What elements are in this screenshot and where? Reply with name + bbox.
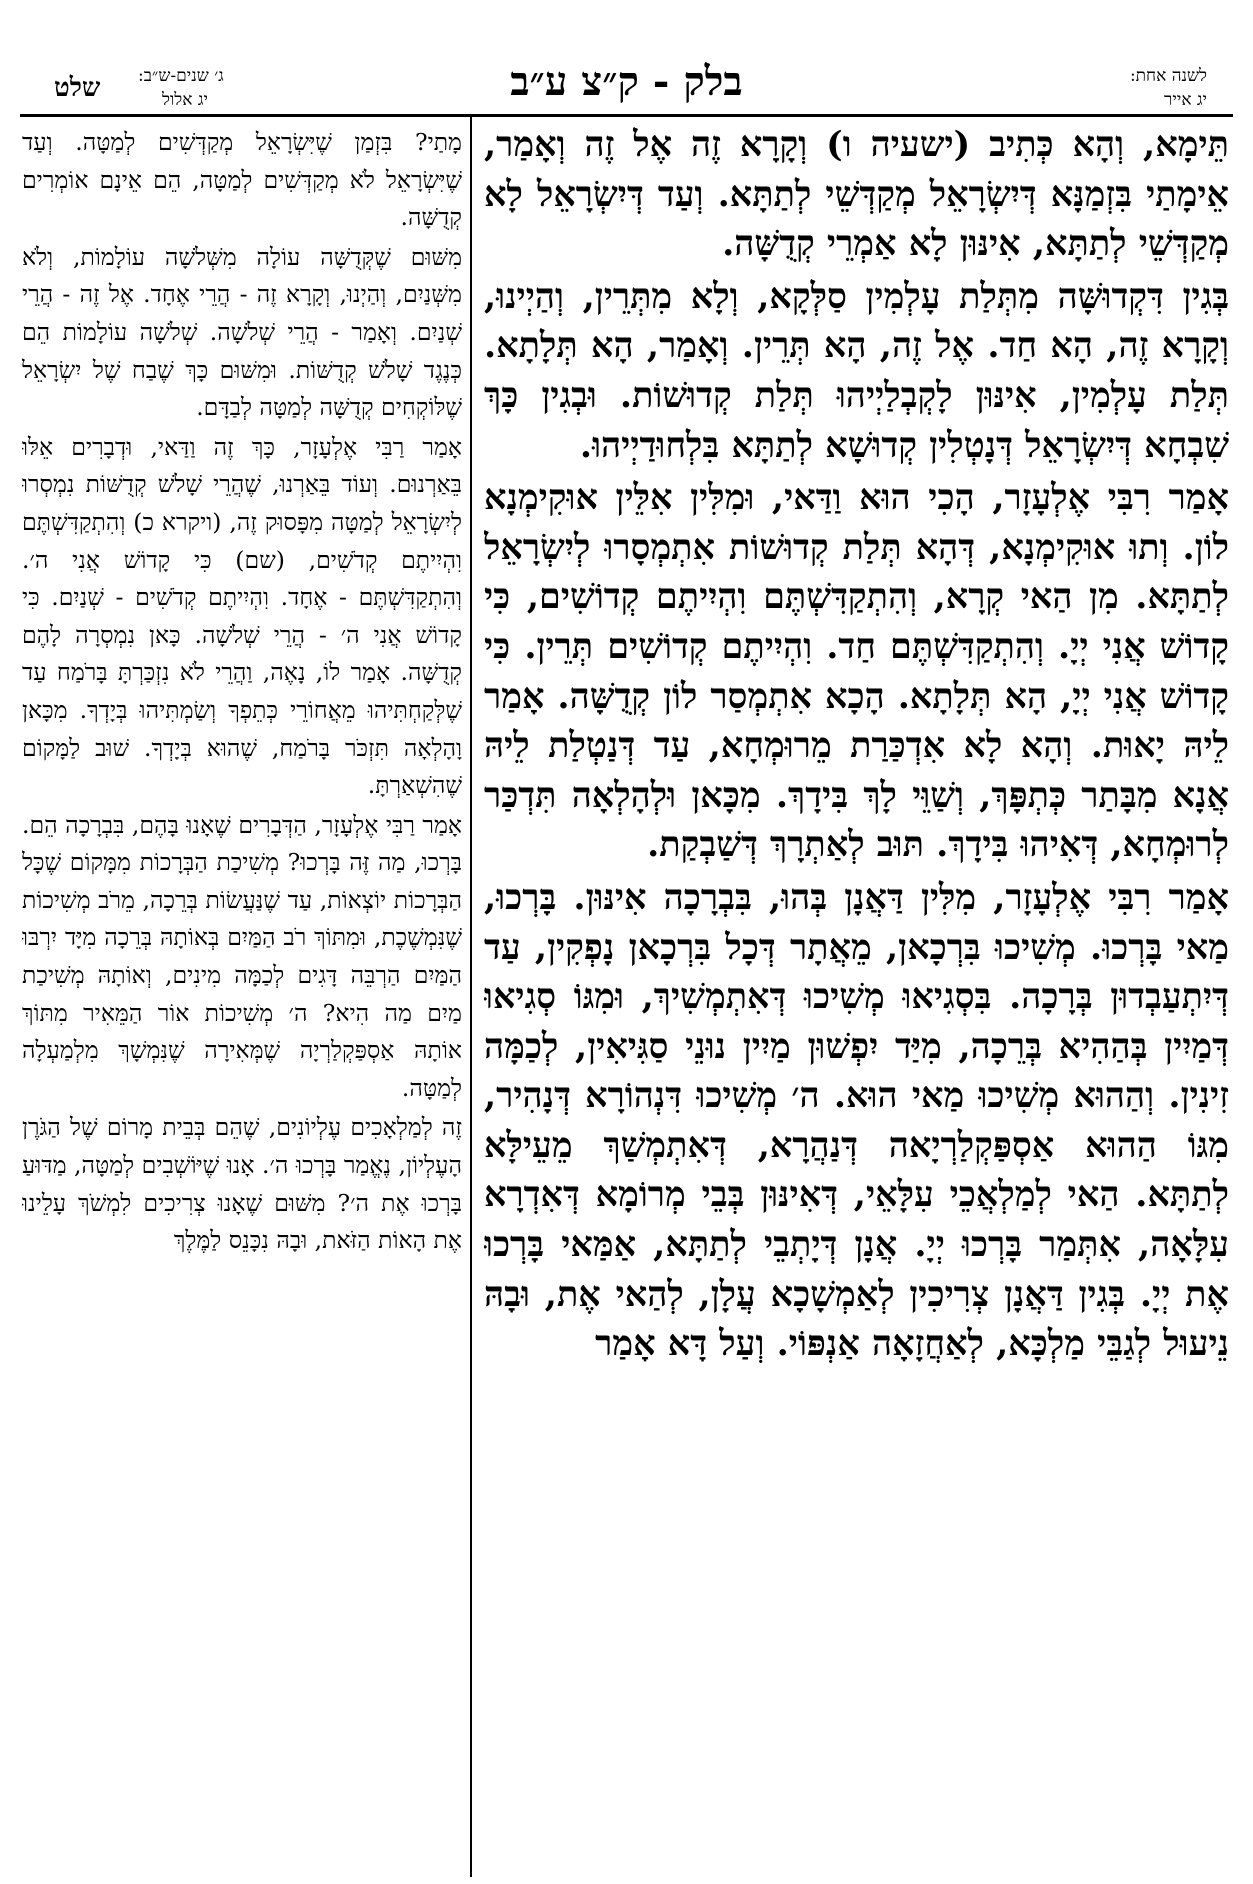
commentary-paragraph: זֶה לְמַלְאָכִים עֶלְיוֹנִים, שֶׁהֵם בְּבֵית מָרוֹם שֶׁל הַגֹּרֶן הָעֶלְיוֹן, נֶאֱמַר בָּרְכוּ ה׳. אָנוּ שֶׁיּוֹשְׁבִים לְמַטָּה, מַדּוּעַ בָּרְכוּ אֶת ה׳? מִשּׁוּם שֶׁאָנוּ צְרִיכִים לִמְשֹׁךְ עָלֵינוּ אֶת הָאוֹת הַזֹּאת, וּבָהּ נִכָּנֵס לַמֶּלֶךְ — [22, 1113, 462, 1255]
one-year-cycle-label: לשנה אחת: — [1129, 66, 1207, 86]
page-header — [20, 52, 1233, 120]
commentary-paragraph: מִשּׁוּם שֶׁקְּדֻשָּׁה עוֹלָה מִשְּׁלֹשָׁה עוֹלָמוֹת, וְלֹא מִשְּׁנַיִם, וְהַיְנוּ, וְקָרָא זֶה - הֲרֵי אֶחָד. אֶל זֶה - הֲרֵי שְׁנַיִם. וְאָמַר - הֲרֵי שְׁלֹשָׁה. שְׁלֹשָׁה עוֹלָמוֹת הֵם כְּנֶגֶד שָׁלֹשׁ קְדֻשּׁוֹת. וּמִשּׁוּם כָּךְ שֶׁבַח שֶׁל יִשְׂרָאֵל שֶׁלּוֹקְחִים קְדֻשָּׁה לְמַטָּה לְבַדָּם. — [22, 242, 462, 422]
commentary-paragraph: מָתַי? בִּזְמַן שֶׁיִּשְׂרָאֵל מְקַדְּשִׁים לְמַטָּה. וְעַד שֶׁיִּשְׂרָאֵל לֹא מְקַדְּשִׁים לְמַטָּה, הֵם אֵינָם אוֹמְרִים קְדֻשָּׁה. — [22, 128, 462, 232]
main-paragraph: תֵּימָא, וְהָא כְּתִיב (ישעיה ו) וְקָרָא זֶה אֶל זֶה וְאָמַר, אֵימָתַי בִּזְמַנָּא דְּיִשְׂרָאֵל מְקַדְּשֵׁי לְתַתָּא. וְעַד דְּיִשְׂרָאֵל לָא מְקַדְּשֵׁי לְתַתָּא, אִינּוּן לָא אַמְרֵי קְדֻשָּׁה. — [484, 124, 1229, 265]
header-divider — [20, 114, 1233, 117]
commentary-column — [22, 124, 462, 1880]
main-paragraph: בְּגִין דִּקְדוּשָּׁה מִתְּלַת עָלְמִין סַלְּקָא, וְלָא מִתְּרֵין, וְהַיְינוּ, וְקָרָא זֶה, הָא חַד. אֶל זֶה, הָא תְּרֵין. וְאָמַר, הָא תְּלָתָא. תְּלַת עָלְמִין, אִינּוּן לָקְבְלַיְיהוּ תְּלַת קְדוּשׁוֹת. וּבְגִין כָּךְ שִׁבְחָא דְּיִשְׂרָאֵל דְּנָטְלִין קְדוּשָׁא לְתַתָּא בִּלְחוּדַיְיהוּ. — [484, 275, 1229, 466]
main-paragraph: אָמַר רִבִּי אֶלְעָזָר, מִלִּין דַּאֲנָן בְּהוּ, בִּבְרָכָה אִינּוּן. בָּרְכוּ, מַאי בָּרְכוּ. מְשִׁיכוּ בִּרְכָאן, מֵאֲתָר דְּכָל בִּרְכָאן נָפְקִין, עַד דְּיִתְעַבְדוּן בְּרָכָה. בִּסְגִיאוּ מְשִׁיכוּ דְּאִתְמְשִׁיךְ, וּמִגּוֹ סְגִיאוּ דְּמַיִין בְּהַהִיא בְּרֵכָה, מִיַּד יִפְשׁוּן מַיִין נוּנֵי סַגִּיאִין, לְכַמָּה זִינִין. וְהַהוּא מְשִׁיכוּ מַאי הוּא. ה׳ מְשִׁיכוּ דִּנְהוֹרָא דְּנָהִיר, מִגּוֹ הַהוּא אַסְפַּקְלַרְיָאה דְּנַהֲרָא, דְּאִתְמְשַׁךְ מֵעֵילָּא לְתַתָּא. הַאי לְמַלְאֲכֵי עִלָּאֵי, דְּאִינּוּן בְּבֵי מְרוֹמָא דְּאִדְרָא עִלָּאָה, אִתְּמַר בָּרְכוּ יְיָ. אֲנָן דְּיָתְבֵי לְתַתָּא, אַמַּאי בָּרְכוּ אֶת יְיָ. בְּגִין דַּאֲנָן צְרִיכִין לְאַמְשָׁכָא עֲלָן, לְהַאי אֶת, וּבָהּ נֵיעוּל לְגַבֵּי מַלְכָּא, לְאַחֲזָאָה אַנְפּוֹי. וְעַל דָּא אָמַר — [484, 876, 1229, 1365]
commentary-paragraph: אָמַר רַבִּי אֶלְעָזָר, כָּךְ זֶה וַדַּאי, וּדְבָרִים אֵלּוּ בֵּאַרְנוּם. וְעוֹד בֵּאַרְנוּ, שֶׁהֲרֵי שָׁלֹשׁ קְדֻשּׁוֹת נִמְסְרוּ לְיִשְׂרָאֵל לְמַטָּה מִפָּסוּק זֶה, (ויקרא כ) וְהִתְקַדִּשְׁתֶּם וִהְיִיתֶם קְדֹשִׁים, (שם) כִּי קָדוֹשׁ אֲנִי ה׳. וְהִתְקַדִּשְׁתֶּם - אֶחָד. וִהְיִיתֶם קְדֹשִׁים - שְׁנַיִם. כִּי קָדוֹשׁ אֲנִי ה׳ - הֲרֵי שְׁלֹשָׁה. כָּאן נִמְסְרָה לָהֶם קְדֻשָּׁה. אָמַר לוֹ, נָאֶה, וַהֲרֵי לֹא נִזְכַּרְתָּ בָּרֹמַח עַד שֶׁלְּקַחְתִּיהוּ מֵאֲחוֹרֵי כְּתֵפְךָ וְשַׂמְתִּיהוּ בְּיָדְךָ. מִכָּאן וָהָלְאָה תִּזְכֹּר בָּרֹמַח, שֶׁהוּא בְּיָדְךָ. שׁוּב לַמָּקוֹם שֶׁהִשְׁאַרְתָּ. — [22, 432, 462, 800]
commentary-paragraph: אָמַר רַבִּי אֶלְעָזָר, הַדְּבָרִים שֶׁאָנוּ בָּהֶם, בִּבְרָכָה הֵם. בָּרְכוּ, מַה זֶּה בָּרְכוּ? מְשִׁיכַת הַבְּרָכוֹת מִמָּקוֹם שֶׁכָּל הַבְּרָכוֹת יוֹצְאוֹת, עַד שֶׁנַּעֲשׂוֹת בְּרֵכָה, מֵרֹב מְשִׁיכוֹת שֶׁנִּמְשֶׁכֶת, וּמִתּוֹךְ רֹב הַמַּיִם בְּאוֹתָהּ בְּרֵכָה מִיָּד יִרְבּוּ הַמַּיִם הַרְבֵּה דָּגִים לְכַמָּה מִינִים, וְאוֹתָהּ מְשִׁיכַת מַיִם מַה הִיא? ה׳ מְשִׁיכוֹת אוֹר הַמֵּאִיר מִתּוֹךְ אוֹתָהּ אַסְפַּקְלַרְיָה שֶׁמְּאִירָה שֶׁנִּמְשָׁךְ מִלְמַעְלָה לְמַטָּה. — [22, 810, 462, 1102]
three-year-cycle-label: ג׳ שנים-ש״ב: — [138, 66, 224, 86]
page-title: בלק - ק״צ ע״ב — [510, 58, 743, 105]
page-number: שלט — [54, 73, 101, 103]
column-divider — [470, 117, 472, 1877]
three-year-cycle-date: יג אלול — [162, 90, 208, 110]
main-text-column — [484, 120, 1229, 1880]
main-paragraph: אָמַר רִבִּי אֶלְעָזָר, הָכִי הוּא וַדַּאי, וּמִלִּין אִלֵּין אוּקִימְנָא לוֹן. וְתוּ אוּקִימְנָא, דְּהָא תְּלַת קְדוּשׁוֹת אִתְמְסָרוּ לְיִשְׂרָאֵל לְתַתָּא. מִן הַאי קְרָא, וְהִתְקַדִּשְׁתֶּם וִהְיִיתֶם קְדוֹשִׁים, כִּי קָדוֹשׁ אֲנִי יְיָ. וְהִתְקַדִּשְׁתֶּם חַד. וִהְיִיתֶם קְדוֹשִׁים תְּרֵין. כִּי קָדוֹשׁ אֲנִי יְיָ, הָא תְּלָתָא. הָכָא אִתְמְסַר לוֹן קְדֻשָּׁה. אָמַר לֵיהּ יָאוּת. וְהָא לָא אִדְכַּרַת מֵרוּמְחָא, עַד דְּנַטְלַת לֵיהּ אֲנָא מִבָּתַר כְּתְפָּךְ, וְשַׁוֵּי לָךְ בִּידָךְ. מִכָּאן וּלְהָלְאָה תִּדְכַּר לְרוּמְחָא, דְּאִיהוּ בִּידָךְ. תּוּב לְאַתְרָךְ דְּשַׁבְקַת. — [484, 477, 1229, 866]
one-year-cycle-date: יג אייר — [1164, 90, 1207, 110]
